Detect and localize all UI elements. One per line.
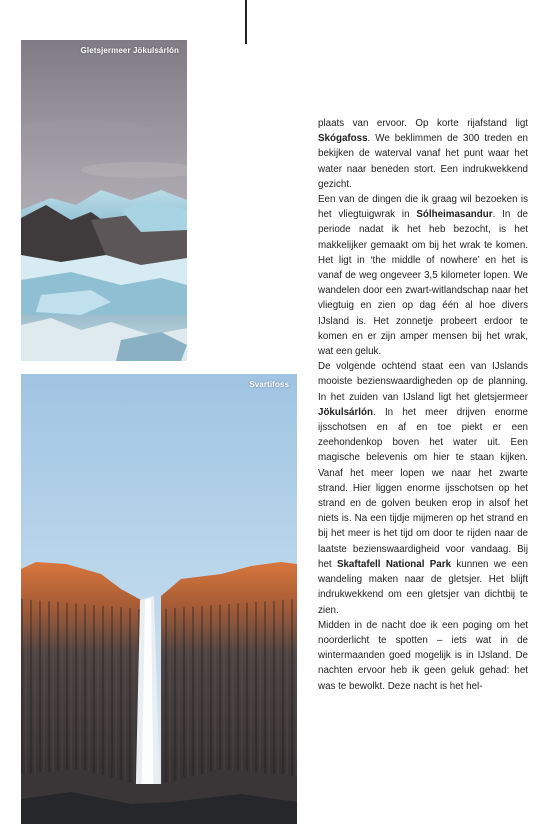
article-paragraph	[318, 618, 528, 694]
paragraph-text: Een van de dingen die ik graag wil bezoeken is het vliegtuigwrak in	[318, 194, 528, 221]
waterfall-photo	[21, 374, 297, 824]
paragraph-text: Midden in de nacht doe ik een poging om het noorderlicht te spotten – iets wat in de wintermaanden goed mogelijk is in IJsland. De nachten ervoor heb ik geen geluk gehad: het was te bewolkt. Deze nacht is het hel-	[318, 619, 528, 692]
column-divider	[245, 0, 247, 44]
paragraph-text: De volgende ochtend staat een van IJslands mooiste bezienswaardigheden op de planning. In het zuiden van IJsland ligt het gletsjermeer	[318, 361, 528, 403]
paragraph-text: . In de periode nadat ik het heb bezocht, is het makkelijker gemaakt om bij het wrak te komen. Het ligt in ‘the middle of nowhere’ en het is vanaf de weg ongeveer 3,5 kilometer lopen. We wandelen door een zwart-witlandschap naar het vliegtuig en zien op dag één al hoe divers IJsland is. Het zonnetje probeert erdoor te komen en er zijn amper mensen bij het wrak, wat een geluk.	[318, 209, 528, 358]
paragraph-text: kunnen we een wandeling maken naar de gletsjer. Het blijft indrukwekkend om een gletsjer van dichtbij te zien.	[318, 558, 528, 616]
article-body	[318, 116, 528, 694]
glacier-photo-caption: Gletsjermeer Jökulsárlón	[80, 46, 179, 55]
place-name: Skógafoss	[318, 133, 368, 145]
article-paragraph	[318, 359, 528, 617]
paragraph-text: plaats van ervoor. Op korte rijafstand ligt	[318, 118, 528, 129]
waterfall-photo-caption: Svartifoss	[249, 380, 289, 389]
article-paragraph	[318, 116, 528, 192]
article-paragraph	[318, 192, 528, 359]
glacier-lagoon-photo	[21, 40, 187, 361]
paragraph-text: . In het meer drijven enorme ijsschotsen en af en toe piekt er een zeehondenkop boven het water uit. Een magische belevenis om hier te staan kijken. Vanaf het meer lopen we naar het zwarte strand. Hier liggen enorme ijsschotsen op het strand en de golven beuken erop in alsof het niets is. Na een tijdje mijmeren op het strand en bij het meer is het tijd om door te rijden naar de laatste bezienswaardigheid voor vandaag. Bij het	[318, 406, 528, 570]
place-name: Jökulsárlón	[318, 406, 373, 418]
paragraph-text: . We beklimmen de 300 treden en bekijken de waterval vanaf het punt waar het water naar beneden stort. Een indrukwekkend gezicht.	[318, 133, 528, 190]
place-name: Skaftafell National Park	[336, 558, 452, 570]
place-name: Sólheimasandur	[416, 209, 493, 221]
